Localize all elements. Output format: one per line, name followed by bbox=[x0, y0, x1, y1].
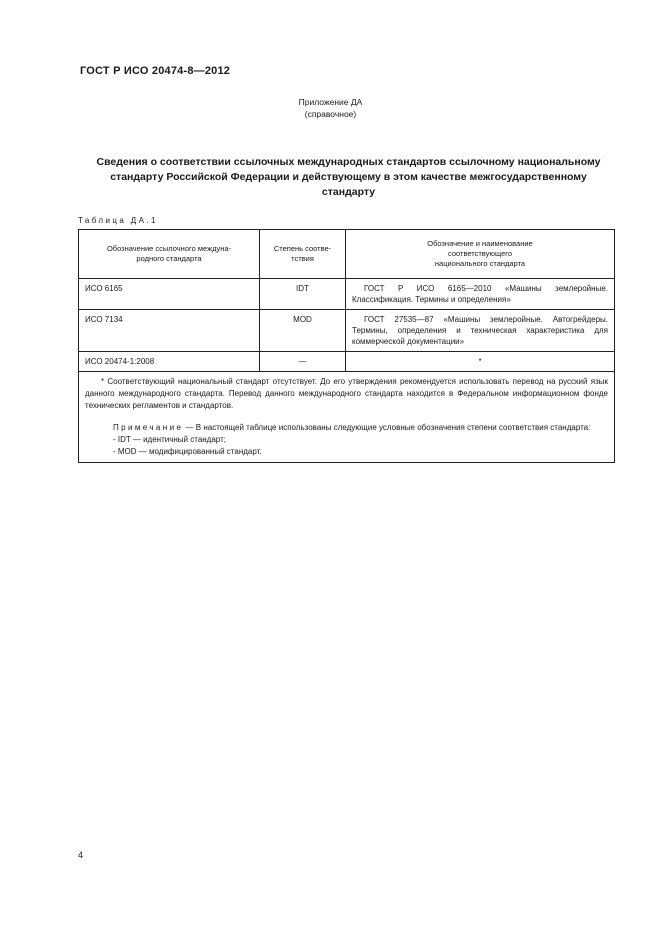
cell-degree: — bbox=[260, 352, 346, 372]
table-footnote: * Соответствующий национальный стандарт отсутствует. До его утверждения рекомендуется использовать перевод на русский язык данного международного стандарта. Перевод данного международного стандарта находится в Федеральном информационном фонде технических регламентов и стандартов. bbox=[85, 377, 608, 410]
header-national-line-2: соответствующего bbox=[448, 249, 512, 258]
table-footnote-row bbox=[79, 372, 615, 463]
main-title-line-2: стандарту Российской Федерации и действующему в этом качестве межгосударственному bbox=[110, 171, 587, 183]
header-national-standard bbox=[346, 230, 615, 279]
table-note bbox=[85, 422, 608, 434]
header-degree bbox=[260, 230, 346, 279]
header-ref-standard bbox=[79, 230, 260, 279]
header-national-line-3: национального стандарта bbox=[434, 259, 526, 268]
annex-subtitle: (справочное) bbox=[304, 109, 357, 119]
cell-national: ГОСТ Р ИСО 6165—2010 «Машины землеройные. Классификация. Термины и определения» bbox=[346, 279, 615, 310]
header-national-line-1: Обозначение и наименование bbox=[427, 239, 533, 248]
header-ref-line-1: Обозначение ссылочного междуна- bbox=[106, 244, 232, 253]
cell-national: ГОСТ 27535—87 «Машины землеройные. Автогрейдеры. Термины, определения и техническая характеристика для коммерческой документации» bbox=[346, 310, 615, 352]
main-title-line-1: Сведения о соответствии ссылочных международных стандартов ссылочному национальному bbox=[96, 156, 601, 168]
note-label: Примечание bbox=[113, 423, 184, 432]
document-code: ГОСТ Р ИСО 20474-8—2012 bbox=[80, 65, 231, 77]
page-number: 4 bbox=[78, 850, 84, 860]
table-header-row bbox=[79, 230, 615, 279]
note-text: — В настоящей таблице использованы следующие условные обозначения степени соответствия стандарта: bbox=[185, 423, 591, 432]
cell-ref: ИСО 20474-1:2008 bbox=[79, 352, 260, 372]
annex-title: Приложение ДА bbox=[298, 97, 363, 107]
cell-national: * bbox=[346, 352, 615, 372]
note-item-idt: - IDT — идентичный стандарт; bbox=[113, 435, 226, 444]
table-footnote-cell bbox=[79, 372, 615, 463]
main-title bbox=[76, 155, 621, 200]
table-row bbox=[79, 310, 615, 352]
standards-table bbox=[78, 229, 615, 463]
header-degree-line-2: тствия bbox=[291, 254, 314, 263]
annex-heading bbox=[0, 96, 661, 120]
main-title-line-3: стандарту bbox=[321, 186, 376, 198]
header-ref-line-2: родного стандарта bbox=[136, 254, 202, 263]
table-row bbox=[79, 279, 615, 310]
table-label: Таблица ДА.1 bbox=[78, 216, 158, 225]
cell-ref: ИСО 6165 bbox=[79, 279, 260, 310]
cell-degree: MOD bbox=[260, 310, 346, 352]
cell-ref: ИСО 7134 bbox=[79, 310, 260, 352]
cell-degree: IDT bbox=[260, 279, 346, 310]
table-row bbox=[79, 352, 615, 372]
note-item-mod: - MOD — модифицированный стандарт. bbox=[113, 447, 262, 456]
header-degree-line-1: Степень соотве- bbox=[273, 244, 332, 253]
